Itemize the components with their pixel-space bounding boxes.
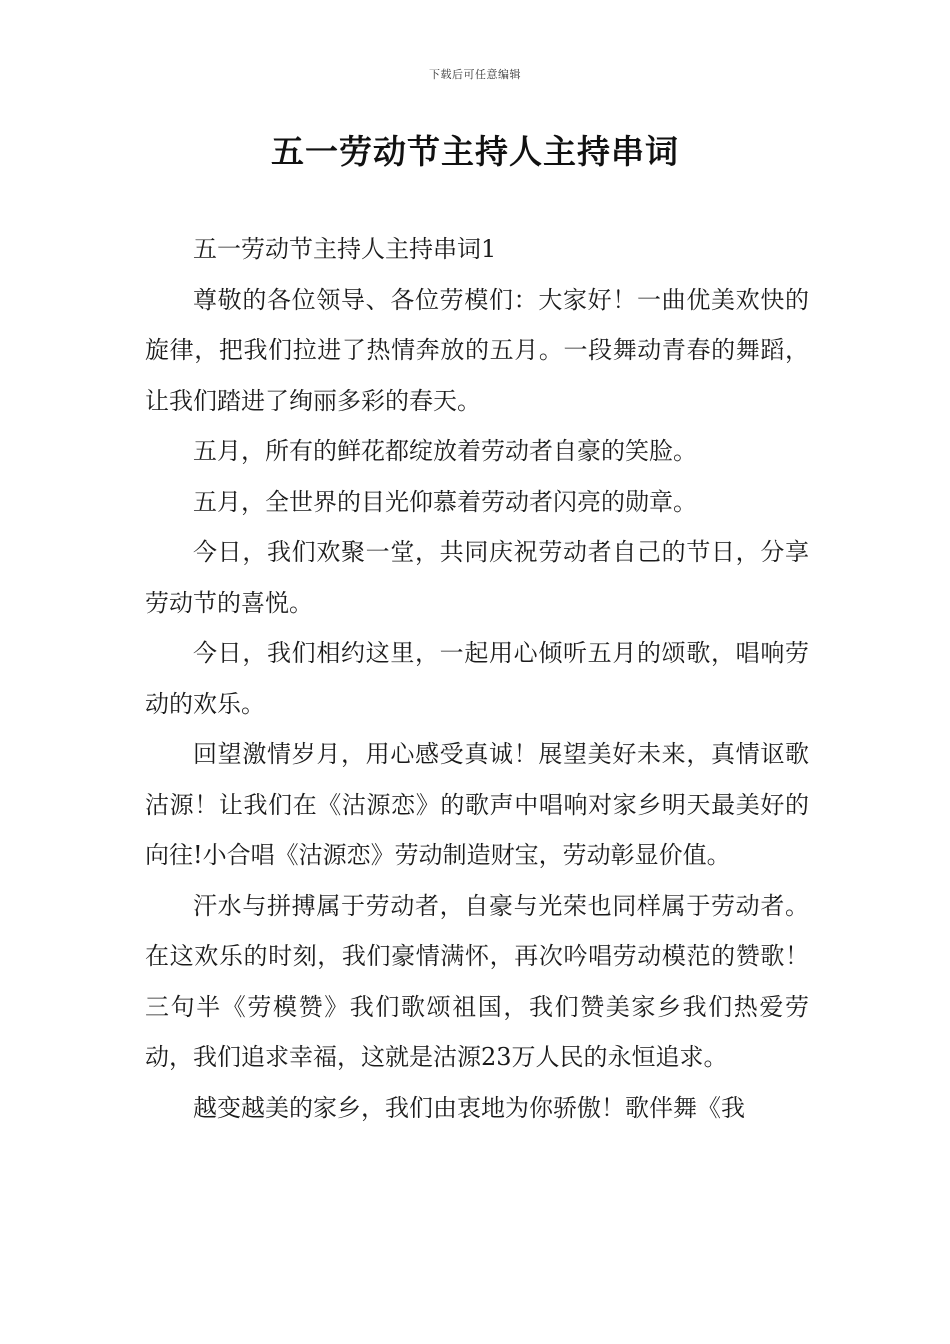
paragraph: 汗水与拼搏属于劳动者，自豪与光荣也同样属于劳动者。在这欢乐的时刻，我们豪情满怀，再次吟唱劳动模范的赞歌！三句半《劳模赞》我们歌颂祖国，我们赞美家乡我们热爱劳动，我们追求幸福，这就是沽源23万人民的永恒追求。 bbox=[145, 891, 809, 1071]
document-title: 五一劳动节主持人主持串词 bbox=[271, 132, 679, 171]
paragraph: 越变越美的家乡，我们由衷地为你骄傲！歌伴舞《我 bbox=[193, 1093, 745, 1122]
header-note: 下载后可任意编辑 bbox=[429, 68, 521, 81]
paragraph: 尊敬的各位领导、各位劳模们：大家好！一曲优美欢快的旋律，把我们拉进了热情奔放的五月。一段舞动青春的舞蹈，让我们踏进了绚丽多彩的春天。 bbox=[145, 285, 809, 415]
paragraph: 回望激情岁月，用心感受真诚！展望美好未来，真情讴歌沽源！让我们在《沽源恋》的歌声中唱响对家乡明天最美好的向往!小合唱《沽源恋》劳动制造财宝，劳动彰显价值。 bbox=[145, 740, 809, 869]
paragraph: 五月，全世界的目光仰慕着劳动者闪亮的勋章。 bbox=[193, 487, 697, 516]
paragraph: 今日，我们相约这里，一起用心倾听五月的颂歌，唱响劳动的欢乐。 bbox=[145, 639, 809, 718]
paragraph: 今日，我们欢聚一堂，共同庆祝劳动者自己的节日，分享劳动节的喜悦。 bbox=[145, 538, 809, 617]
paragraph-subtitle: 五一劳动节主持人主持串词1 bbox=[193, 235, 497, 263]
paragraph: 五月，所有的鲜花都绽放着劳动者自豪的笑脸。 bbox=[193, 437, 697, 465]
document-body bbox=[145, 224, 809, 1133]
